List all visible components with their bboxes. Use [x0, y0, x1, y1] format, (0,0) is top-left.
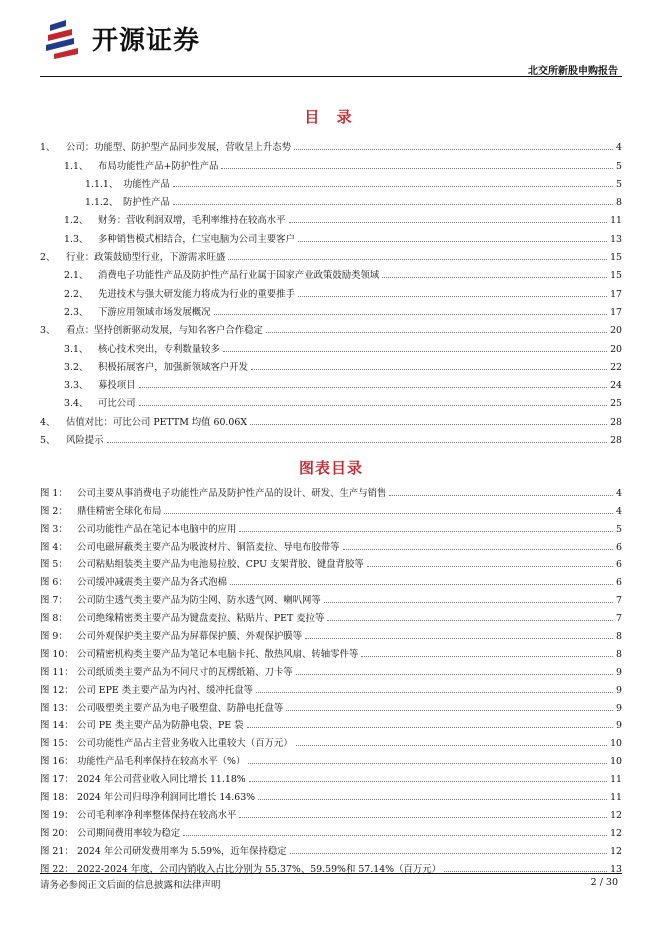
figure-entry[interactable]: 图 8： 公司绝缘精密类主要产品为键盘麦拉、粘贴片、PET 麦拉等 7 — [40, 613, 622, 625]
toc-entry[interactable]: 1、 公司：功能型、防护型产品同步发展，营收呈上升态势 4 — [40, 142, 622, 154]
report-type-label: 北交所新股申购报告 — [528, 66, 618, 77]
header-divider — [40, 76, 622, 77]
figure-entry[interactable]: 图 10： 公司精密机构类主要产品为笔记本电脑卡托、散热风扇、转轴零件等 8 — [40, 648, 622, 660]
disclaimer-note: 请务必参阅正文后面的信息披露和法律声明 — [40, 880, 221, 891]
toc-entry[interactable]: 1.1.2、 防护性产品 8 — [85, 197, 622, 209]
figure-entry[interactable]: 图 11： 公司纸质类主要产品为不同尺寸的瓦楞纸箱、刀卡等 9 — [40, 666, 622, 678]
figure-list — [40, 481, 622, 875]
figure-entry[interactable]: 图 2： 鼎佳精密全球化布局 4 — [40, 505, 622, 517]
figure-entry[interactable]: 图 6： 公司缓冲减震类主要产品为各式泡棉 6 — [40, 577, 622, 589]
figure-entry[interactable]: 图 17： 2024 年公司营业收入同比增长 11.18% 11 — [40, 774, 622, 786]
toc-list — [40, 135, 622, 446]
figure-entry[interactable]: 图 21： 2024 年公司研发费用率为 5.59%，近年保持稳定 12 — [40, 845, 622, 857]
toc-entry[interactable]: 3、 看点：坚持创新驱动发展，与知名客户合作稳定 20 — [40, 325, 622, 337]
toc-entry[interactable]: 1.2、 财务：营收利润双增，毛利率维持在较高水平 11 — [64, 215, 622, 227]
toc-entry[interactable]: 3.4、 可比公司 25 — [64, 398, 622, 410]
figure-entry[interactable]: 图 15： 公司功能性产品占主营业务收入比重较大（百万元） 10 — [40, 738, 622, 750]
figure-entry[interactable]: 图 14： 公司 PE 类主要产品为防静电袋、PE 袋 9 — [40, 720, 622, 732]
figure-entry[interactable]: 图 18： 2024 年公司归母净利润同比增长 14.63% 11 — [40, 792, 622, 804]
figure-entry[interactable]: 图 19： 公司毛利率净利率整体保持在较高水平 12 — [40, 809, 622, 821]
figure-entry[interactable]: 图 4： 公司电磁屏蔽类主要产品为吸波材片、铜箔麦拉、导电布胶带等 6 — [40, 541, 622, 553]
toc-entry[interactable]: 1.3、 多种销售模式相结合，仁宝电脑为公司主要客户 13 — [64, 233, 622, 245]
toc-entry[interactable]: 3.1、 核心技术突出，专利数量较多 20 — [64, 343, 622, 355]
footer-divider — [40, 873, 622, 874]
toc-title: 目 录 — [304, 108, 358, 126]
company-logo — [44, 14, 254, 62]
toc-entry[interactable]: 2.2、 先进技术与强大研发能力将成为行业的重要推手 17 — [64, 288, 622, 300]
toc-entry[interactable]: 3.3、 募投项目 24 — [64, 380, 622, 392]
kaiyuan-logo-icon — [44, 17, 84, 59]
figure-entry[interactable]: 图 7： 公司防尘透气类主要产品为防尘网、防水透气网、喇叭网等 7 — [40, 595, 622, 607]
page-number: 2 / 30 — [590, 877, 618, 888]
toc-entry[interactable]: 5、 风险提示 28 — [40, 435, 622, 447]
figure-entry[interactable]: 图 20： 公司期间费用率较为稳定 12 — [40, 827, 622, 839]
logo-text: 开源证券 — [92, 25, 201, 56]
figure-index-title: 图表目录 — [298, 459, 363, 477]
toc-entry[interactable]: 2、 行业：政策鼓励型行业，下游需求旺盛 15 — [40, 252, 622, 264]
toc-entry[interactable]: 4、 估值对比：可比公司 PETTM 均值 60.06X 28 — [40, 416, 622, 428]
figure-entry[interactable]: 图 3： 公司功能性产品在笔记本电脑中的应用 5 — [40, 523, 622, 535]
toc-entry[interactable]: 2.3、 下游应用领域市场发展概况 17 — [64, 306, 622, 318]
figure-entry[interactable]: 图 22： 2022-2024 年度，公司内销收入占比分别为 55.37%、59.59%和 57.14%（百万元） 13 — [40, 863, 622, 875]
toc-entry[interactable]: 3.2、 积极拓展客户，加强新领域客户开发 22 — [64, 361, 622, 373]
figure-entry[interactable]: 图 5： 公司粘贴组装类主要产品为电池易拉胶、CPU 支架背胶、键盘背胶等 6 — [40, 559, 622, 571]
figure-entry[interactable]: 图 1： 公司主要从事消费电子功能性产品及防护性产品的设计、研发、生产与销售 4 — [40, 487, 622, 499]
toc-entry[interactable]: 2.1、 消费电子功能性产品及防护性产品行业属于国家产业政策鼓励类领域 15 — [64, 270, 622, 282]
toc-entry[interactable]: 1.1、 布局功能性产品+防护性产品 5 — [64, 160, 622, 172]
figure-entry[interactable]: 图 9： 公司外观保护类主要产品为屏幕保护膜、外观保护膜等 8 — [40, 631, 622, 643]
figure-entry[interactable]: 图 12： 公司 EPE 类主要产品为内衬、缓冲托盘等 9 — [40, 684, 622, 696]
figure-entry[interactable]: 图 13： 公司吸塑类主要产品为电子吸塑盘、防静电托盘等 9 — [40, 702, 622, 714]
figure-entry[interactable]: 图 16： 功能性产品毛利率保持在较高水平（%） 10 — [40, 756, 622, 768]
toc-entry[interactable]: 1.1.1、 功能性产品 5 — [85, 178, 622, 190]
